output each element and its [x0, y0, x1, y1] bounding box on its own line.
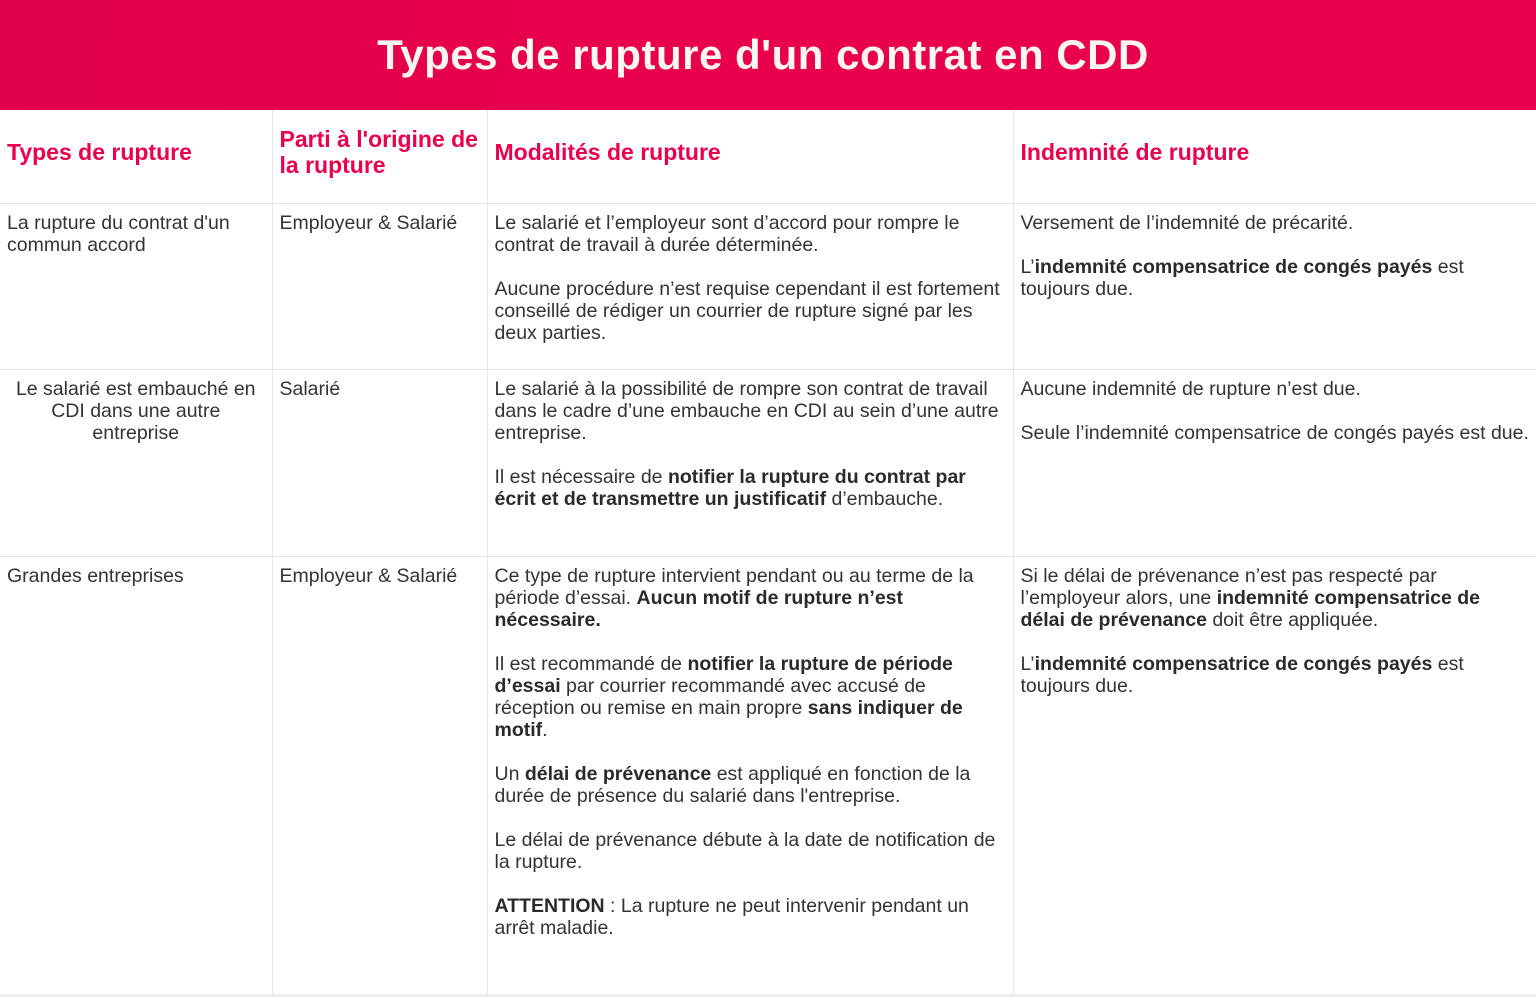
text: est toujours due.: [1020, 652, 1464, 697]
bold-text: ATTENTION: [494, 894, 605, 917]
paragraph: [495, 278, 1006, 344]
text: d’embauche.: [826, 487, 944, 510]
header-party: Parti à l'origine de la rupture: [272, 110, 487, 203]
text: Il est recommandé de: [494, 652, 688, 675]
paragraph: [1021, 653, 1530, 697]
paragraph: [495, 829, 1006, 873]
text: .: [542, 718, 548, 741]
cell-party: Salarié: [272, 369, 487, 556]
header-types: Types de rupture: [0, 110, 272, 203]
text: Aucune procédure n’est requise cependant il est fortement conseillé de rédiger un courrier de rupture signé par les deux parties.: [494, 277, 1000, 344]
bold-text: délai de prévenance: [524, 762, 712, 785]
text: est appliqué en fonction de la durée de présence du salarié dans l'entreprise.: [494, 762, 971, 807]
title-banner: [0, 0, 1536, 110]
paragraph: [495, 895, 1006, 939]
page-title: Types de rupture d'un contrat en CDD: [377, 31, 1149, 78]
paragraph: [495, 466, 1006, 510]
paragraph: [495, 565, 1006, 631]
cell-type: La rupture du contrat d'un commun accord: [0, 203, 272, 369]
bold-text: notifier la rupture du contrat par écrit et de transmettre un justificatif: [494, 465, 966, 510]
text: doit être appliquée.: [1206, 608, 1379, 631]
text: Ce type de rupture intervient pendant ou au terme de la période d’essai.: [494, 564, 974, 609]
bold-text: notifier la rupture de période d’essai: [494, 652, 953, 697]
paragraph: [1021, 378, 1530, 400]
table-header-row: [0, 110, 1536, 203]
cell-party: Employeur & Salarié: [272, 556, 487, 995]
bold-text: indemnité compensatrice de congés payés: [1034, 652, 1433, 675]
table-row: [0, 203, 1536, 369]
cell-indemnite: [1013, 203, 1536, 369]
bold-text: Aucun motif de rupture n’est nécessaire.: [494, 586, 904, 631]
text: Seule l’indemnité compensatrice de congés payés est due.: [1020, 421, 1529, 444]
paragraph: [1021, 212, 1530, 234]
cell-type: Grandes entreprises: [0, 556, 272, 995]
text: L’: [1020, 652, 1035, 675]
bold-text: sans indiquer de motif: [494, 696, 963, 741]
text: par courrier recommandé avec accusé de réception ou remise en main propre: [494, 674, 926, 719]
paragraph: [495, 653, 1006, 741]
header-modalites: Modalités de rupture: [487, 110, 1013, 203]
cell-modalites: [487, 369, 1013, 556]
cell-type: Le salarié est embauché en CDI dans une autre entreprise: [0, 369, 272, 556]
text: Si le délai de prévenance n’est pas respecté par l’employeur alors, une: [1020, 564, 1437, 609]
paragraph: [495, 212, 1006, 256]
text: : La rupture ne peut intervenir pendant un arrêt maladie.: [494, 894, 969, 939]
cell-indemnite: [1013, 556, 1536, 995]
text: L’: [1020, 255, 1035, 278]
paragraph: [495, 763, 1006, 807]
text: Il est nécessaire de: [494, 465, 668, 488]
text: Un: [494, 762, 525, 785]
bold-text: indemnité compensatrice de congés payés: [1034, 255, 1433, 278]
paragraph: [1021, 256, 1530, 300]
header-indemnite: Indemnité de rupture: [1013, 110, 1536, 203]
paragraph: [1021, 422, 1530, 444]
paragraph: [495, 378, 1006, 444]
table-row: [0, 556, 1536, 995]
rupture-table: [0, 110, 1536, 997]
bold-text: indemnité compensatrice de délai de prévenance: [1020, 586, 1481, 631]
cell-modalites: [487, 203, 1013, 369]
text: Le délai de prévenance débute à la date de notification de la rupture.: [494, 828, 996, 873]
text: est toujours due.: [1020, 255, 1464, 300]
cell-modalites: [487, 556, 1013, 995]
cell-party: Employeur & Salarié: [272, 203, 487, 369]
cell-indemnite: [1013, 369, 1536, 556]
text: Versement de l’indemnité de précarité.: [1020, 211, 1354, 234]
paragraph: [1021, 565, 1530, 631]
text: Aucune indemnité de rupture n’est due.: [1020, 377, 1361, 400]
text: Le salarié et l’employeur sont d’accord pour rompre le contrat de travail à durée déterminée.: [494, 211, 960, 256]
table-row: [0, 369, 1536, 556]
text: Le salarié à la possibilité de rompre son contrat de travail dans le cadre d’une embauche en CDI au sein d’une autre entreprise.: [494, 377, 999, 444]
